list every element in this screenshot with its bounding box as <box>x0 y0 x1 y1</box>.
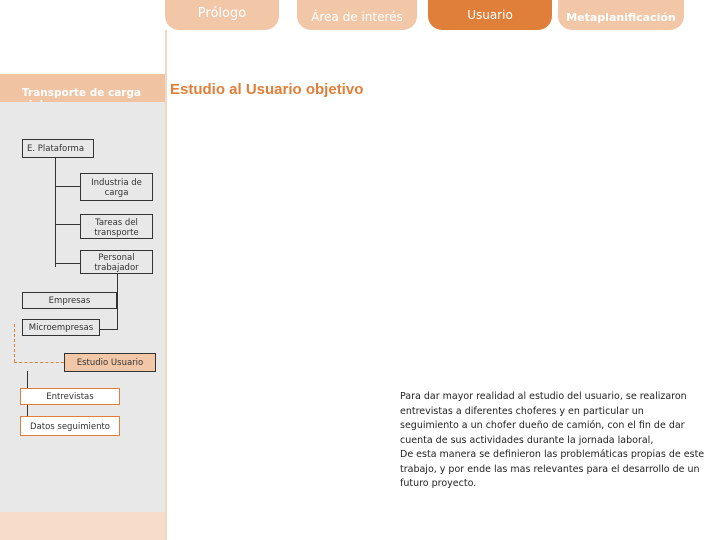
body-text <box>400 390 705 492</box>
tab-area-de-interes[interactable] <box>297 0 417 30</box>
tab-prologo[interactable] <box>165 0 279 30</box>
sidebar-footer <box>0 512 165 540</box>
dashed-connector <box>14 324 16 362</box>
divider <box>165 30 167 540</box>
body-paragraph-1: Para dar mayor realidad al estudio del usuario, se realizaron entrevistas a diferentes choferes y en particular un seguimiento a un chofer dueño de camión, con el fin de dar cuenta de sus actividades durante la jornada laboral, <box>400 391 687 446</box>
tree-node-microempresas[interactable]: Microempresas <box>22 319 100 336</box>
tree-node-seguimiento[interactable]: Datos seguimiento <box>20 416 120 436</box>
tree-line <box>117 272 118 329</box>
sidebar-header <box>0 74 165 102</box>
sidebar-title: Transporte de carga <box>22 87 142 99</box>
left-top-area <box>0 0 165 72</box>
tree-node-industria[interactable]: Industria de carga <box>80 173 153 201</box>
tree-node-empresas[interactable]: Empresas <box>22 292 117 309</box>
tree-line <box>100 329 118 330</box>
dashed-connector <box>14 362 64 364</box>
tree-node-tareas[interactable]: Tareas del transporte <box>80 214 153 239</box>
tab-usuario[interactable] <box>428 0 552 30</box>
tree-node-personal[interactable]: Personal trabajador <box>80 250 153 274</box>
tab-meta-label: Metaplanificación <box>566 11 676 24</box>
tab-area-label: Área de interés <box>311 10 403 24</box>
tree-line <box>55 157 56 267</box>
tree-node-entrevistas[interactable]: Entrevistas <box>20 388 120 405</box>
tab-prologo-label: Prólogo <box>197 6 247 21</box>
body-paragraph-2: De esta manera se definieron las problemáticas propias de este trabajo, y por ende las mas relevantes para el desarrollo de un futuro proyecto. <box>400 449 705 489</box>
tab-usuario-label: Usuario <box>467 8 513 22</box>
page-title: Estudio al Usuario objetivo <box>170 81 364 98</box>
tree-line <box>55 186 80 187</box>
tree-node-plataforma[interactable]: E. Plataforma <box>22 139 94 158</box>
tree-line <box>55 224 80 225</box>
tree-line <box>55 263 80 264</box>
tab-metaplanificacion[interactable] <box>558 0 684 30</box>
tree-node-estudio-usuario[interactable]: Estudio Usuario <box>64 353 156 372</box>
